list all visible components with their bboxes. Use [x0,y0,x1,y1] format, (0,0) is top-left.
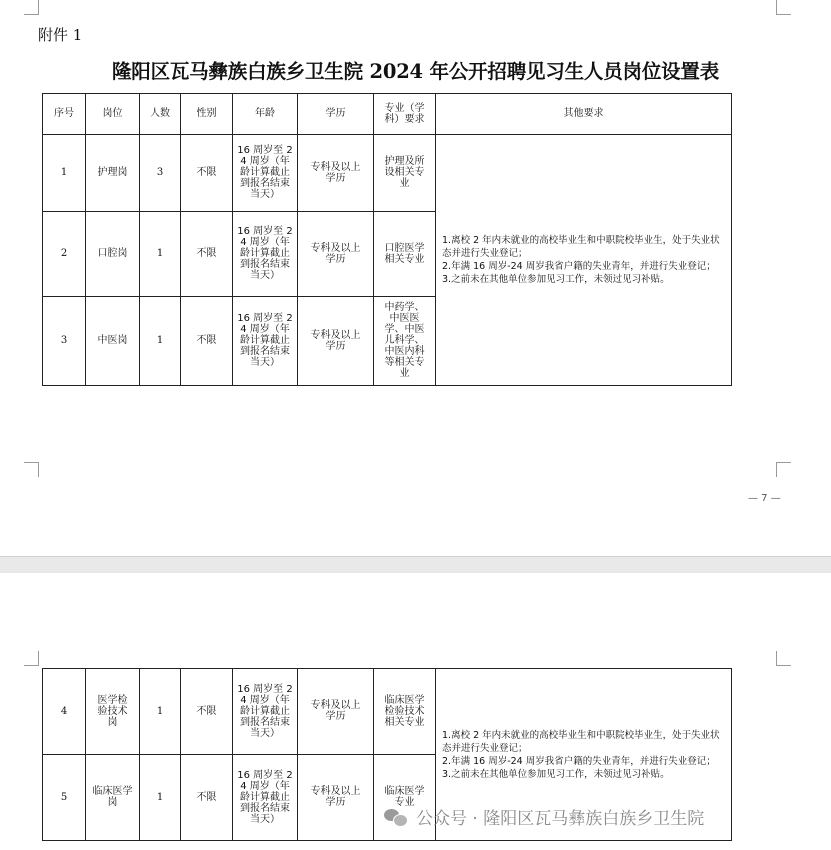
cell-gender: 不限 [181,212,233,297]
header-post: 岗位 [86,94,140,135]
requirement-item: 2.年满 16 周岁-24 周岁我省户籍的失业青年，并进行失业登记； [442,261,716,272]
header-seq: 序号 [43,94,86,135]
cell-seq: 4 [43,669,86,755]
cell-major: 护理及所设相关专业 [374,135,436,212]
cell-edu: 专科及以上学历 [298,297,374,386]
header-age: 年龄 [233,94,298,135]
cell-count: 1 [140,755,181,841]
cell-edu: 专科及以上学历 [298,755,374,841]
crop-mark [776,651,791,666]
cell-major: 临床医学专业 [374,755,436,841]
cell-count: 1 [140,212,181,297]
positions-table [42,93,732,386]
table-header-row [43,94,732,135]
cell-age: 16 周岁至 24 周岁（年龄计算截止到报名结束当天） [233,755,298,841]
crop-mark [24,651,39,666]
cell-other-requirements [436,135,732,386]
header-edu: 学历 [298,94,374,135]
cell-age: 16 周岁至 24 周岁（年龄计算截止到报名结束当天） [233,212,298,297]
requirement-item: 3.之前未在其他单位参加见习工作，未领过见习补贴。 [442,274,670,285]
header-gender: 性别 [181,94,233,135]
header-major: 专业（学科）要求 [374,94,436,135]
cell-gender: 不限 [181,755,233,841]
cell-edu: 专科及以上学历 [298,212,374,297]
cell-count: 3 [140,135,181,212]
cell-seq: 3 [43,297,86,386]
cell-age: 16 周岁至 24 周岁（年龄计算截止到报名结束当天） [233,135,298,212]
header-other: 其他要求 [436,94,732,135]
cell-seq: 1 [43,135,86,212]
cell-post: 口腔岗 [86,212,140,297]
document-title: 隆阳区瓦马彝族白族乡卫生院 2024 年公开招聘见习生人员岗位设置表 [111,60,720,83]
cell-age: 16 周岁至 24 周岁（年龄计算截止到报名结束当天） [233,297,298,386]
cell-seq: 2 [43,212,86,297]
requirement-item: 3.之前未在其他单位参加见习工作，未领过见习补贴。 [442,768,670,780]
watermark-text: 公众号 · 隆阳区瓦马彝族白族乡卫生院 [416,809,705,829]
cell-post: 医学检验技术岗 [86,669,140,755]
cell-major: 口腔医学相关专业 [374,212,436,297]
crop-mark [24,462,39,477]
cell-post: 护理岗 [86,135,140,212]
table-row [43,669,732,755]
table-row [43,135,732,212]
page-separator [0,556,831,574]
header-count: 人数 [140,94,181,135]
cell-edu: 专科及以上学历 [298,669,374,755]
requirement-item: 1.离校 2 年内未就业的高校毕业生和中职院校毕业生，处于失业状态并进行失业登记； [442,729,720,754]
cell-major: 中药学、中医医学、中医儿科学、中医内科等相关专业 [374,297,436,386]
cell-count: 1 [140,297,181,386]
cell-edu: 专科及以上学历 [298,135,374,212]
crop-mark [776,0,791,15]
cell-post: 临床医学岗 [86,755,140,841]
wechat-icon [384,807,408,827]
crop-mark [776,462,791,477]
requirement-item: 2.年满 16 周岁-24 周岁我省户籍的失业青年，并进行失业登记； [442,755,716,767]
crop-mark [24,0,39,15]
page-number: — 7 — [748,493,781,504]
cell-count: 1 [140,669,181,755]
wechat-watermark [384,804,704,829]
cell-gender: 不限 [181,297,233,386]
cell-age: 16 周岁至 24 周岁（年龄计算截止到报名结束当天） [233,669,298,755]
cell-post: 中医岗 [86,297,140,386]
cell-seq: 5 [43,755,86,841]
requirement-item: 1.离校 2 年内未就业的高校毕业生和中职院校毕业生，处于失业状态并进行失业登记； [442,235,720,259]
attachment-label: 附件 1 [38,26,83,44]
cell-gender: 不限 [181,669,233,755]
cell-gender: 不限 [181,135,233,212]
cell-major: 临床医学检验技术相关专业 [374,669,436,755]
